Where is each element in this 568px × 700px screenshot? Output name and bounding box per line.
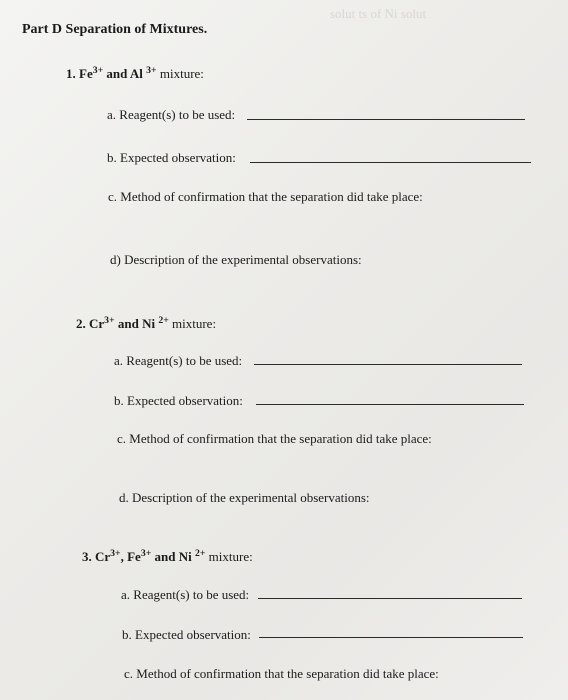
ion-symbol: Cr	[89, 316, 105, 331]
joiner-word: and	[154, 549, 176, 564]
page-title: Part D Separation of Mixtures.	[22, 22, 208, 37]
q2-answer-line-a[interactable]	[254, 364, 522, 365]
q2-item-d: d. Description of the experimental observations:	[119, 490, 370, 505]
q1-item-b: b. Expected observation:	[107, 150, 236, 165]
question-number: 1.	[66, 66, 76, 81]
question-number: 2.	[76, 316, 86, 331]
ion-charge: 3+	[104, 315, 115, 327]
q1-item-d: d) Description of the experimental observations:	[110, 252, 362, 267]
joiner-word: and	[117, 316, 139, 331]
ion-charge: 2+	[158, 315, 169, 327]
q3-item-c: c. Method of confirmation that the separation did take place:	[124, 666, 439, 681]
q2-answer-line-b[interactable]	[256, 404, 524, 405]
ion-symbol: Ni	[142, 316, 156, 331]
ion-symbol: Cr	[95, 549, 111, 564]
mixture-label: mixture:	[172, 316, 217, 331]
question-2-heading	[76, 316, 216, 332]
mixture-label: mixture:	[159, 66, 204, 81]
bleed-through-text: solut ts of Ni solut	[330, 6, 427, 21]
q1-answer-line-b[interactable]	[250, 162, 531, 163]
question-1-heading	[66, 66, 204, 82]
q3-item-b: b. Expected observation:	[122, 627, 251, 642]
ion-charge: 2+	[194, 548, 206, 560]
q2-item-c: c. Method of confirmation that the separation did take place:	[117, 431, 432, 446]
question-3-heading	[82, 549, 253, 565]
ion-symbol: Fe	[79, 66, 93, 81]
q2-item-a: a. Reagent(s) to be used:	[114, 353, 243, 368]
ion-charge: 3+	[110, 548, 121, 560]
ion-separator: ,	[120, 549, 124, 564]
joiner-word: and	[106, 66, 128, 81]
ion-symbol: Ni	[178, 549, 192, 564]
mixture-label: mixture:	[208, 549, 253, 564]
q2-item-b: b. Expected observation:	[114, 393, 243, 408]
ion-charge: 3+	[140, 548, 152, 560]
q1-item-a: a. Reagent(s) to be used:	[107, 107, 236, 122]
ion-symbol: Al	[129, 66, 143, 81]
q3-answer-line-b[interactable]	[259, 637, 523, 638]
q1-answer-line-a[interactable]	[247, 119, 525, 120]
q3-answer-line-a[interactable]	[258, 598, 522, 599]
ion-symbol: Fe	[127, 549, 141, 564]
question-number: 3.	[82, 549, 92, 564]
q1-item-c: c. Method of confirmation that the separation did take place:	[108, 189, 423, 204]
ion-charge: 3+	[146, 65, 157, 77]
q3-item-a: a. Reagent(s) to be used:	[121, 587, 250, 602]
ion-charge: 3+	[92, 65, 104, 77]
